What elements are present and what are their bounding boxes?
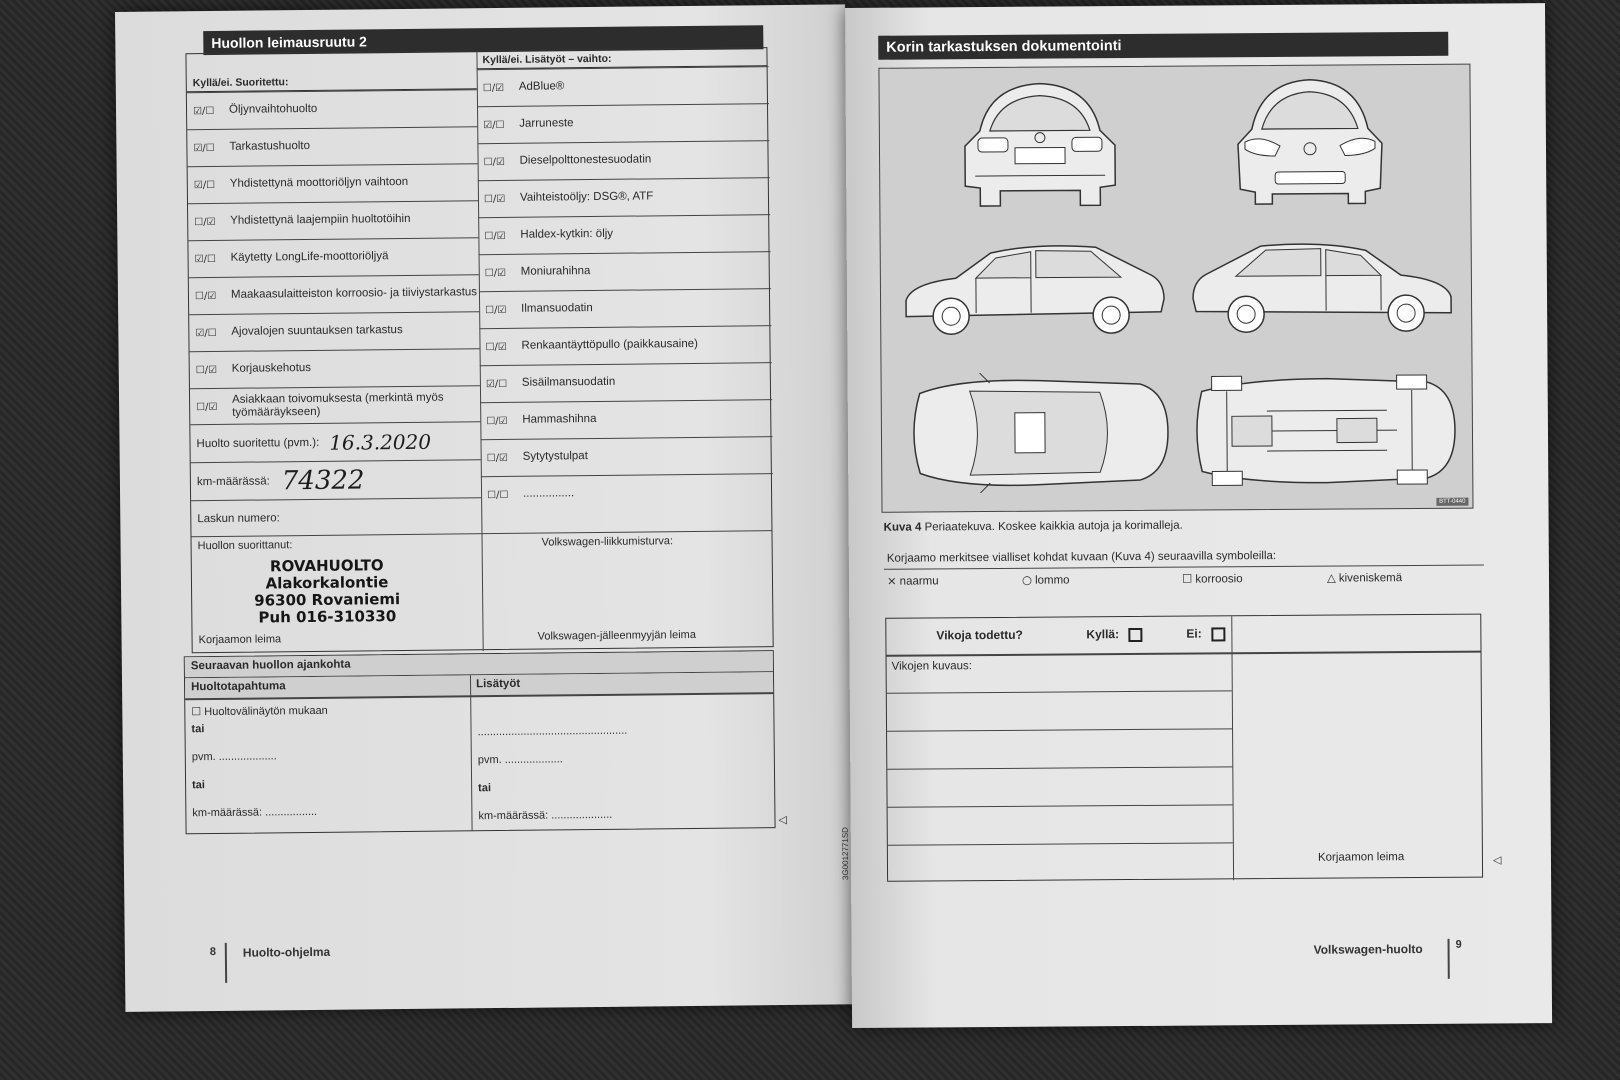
symbol-glyph: ☐ xyxy=(1181,571,1193,586)
symbol-glyph: ○ xyxy=(1021,572,1033,587)
checkbox-pair[interactable]: ☐/☑ xyxy=(485,341,507,353)
checkbox-pair[interactable]: ☐/☑ xyxy=(485,304,507,316)
checkbox-pair[interactable]: ☐/☑ xyxy=(486,415,508,427)
description-line[interactable] xyxy=(888,804,1233,807)
right-row-label: Haldex-kytkin: öljy xyxy=(520,228,614,242)
stamp-line: 96300 Rovaniemi xyxy=(254,590,401,610)
checkbox-pair[interactable]: ☐/☑ xyxy=(195,364,218,376)
left-row xyxy=(188,237,478,277)
service-stamp-table xyxy=(185,47,773,653)
footer-text-left: Huolto-ohjelma xyxy=(242,944,331,960)
left-row xyxy=(188,200,478,240)
instruction-text: Korjaamo merkitsee vialliset kohdat kuvaan (Kuva 4) seuraavilla symboleilla: xyxy=(886,550,1277,565)
car-right-side-view xyxy=(1186,235,1462,337)
right-row-label: Sytytystulpat xyxy=(522,450,588,464)
symbol-legend xyxy=(887,570,1487,592)
right-row xyxy=(478,177,770,217)
right-row xyxy=(480,362,772,402)
left-row-label: Öljynvaihtohuolto xyxy=(228,103,318,117)
row-line xyxy=(887,651,1481,657)
left-row xyxy=(188,163,478,203)
checkbox-pair[interactable]: ☐/☑ xyxy=(482,82,505,94)
continue-triangle: ◁ xyxy=(1492,854,1502,867)
left-row xyxy=(189,311,479,351)
figure-code: BTT-0440 xyxy=(1436,498,1468,506)
left-row-label: Käytetty LongLife-moottoriöljyä xyxy=(230,250,389,265)
left-row-label: Asiakkaan toivomuksesta (merkintä myös työmääräykseen) xyxy=(232,391,444,419)
stamp-line: Puh 016-310330 xyxy=(258,607,397,627)
left-row-label: Maakaasulaitteiston korroosio- ja tiiviystarkastus xyxy=(230,286,478,302)
left-row xyxy=(187,89,477,129)
or-label: tai xyxy=(191,723,205,736)
invoice-label: Laskun numero: xyxy=(197,511,280,525)
left-page xyxy=(115,4,855,1012)
checkbox-pair[interactable]: ☑/☐ xyxy=(194,253,216,265)
service-date-value: 16.3.2020 xyxy=(329,429,432,455)
no-checkbox[interactable] xyxy=(1211,627,1225,641)
left-row-label: Yhdistettynä laajempiin huoltotöihin xyxy=(230,213,411,228)
checkbox-pair[interactable]: ☐/☑ xyxy=(483,193,506,205)
left-row xyxy=(190,385,480,425)
right-row xyxy=(479,288,771,328)
dealer-stamp-label: Volkswagen-jälleenmyyjän leima xyxy=(537,628,696,643)
page-number-left: 8 xyxy=(209,945,217,959)
instruction-underline xyxy=(884,565,1484,570)
right-row-label: AdBlue® xyxy=(518,80,565,94)
description-line[interactable] xyxy=(887,766,1232,769)
checkbox-pair[interactable]: ☑/☐ xyxy=(483,119,505,131)
km-row xyxy=(191,459,481,500)
symbol-glyph: △ xyxy=(1326,570,1336,585)
right-column-header: Kyllä/ei. Lisätyöt – vaihto: xyxy=(476,48,766,69)
caption-text: Periaatekuva. Koskee kaikkia autoja ja korimalleja. xyxy=(924,519,1183,534)
checkbox-pair[interactable]: ☑/☐ xyxy=(193,179,216,191)
checkbox-pair[interactable]: ☐/☑ xyxy=(483,156,505,168)
or-label: tai xyxy=(192,779,206,792)
checkbox-pair[interactable]: ☐/☐ xyxy=(487,489,509,501)
col-divider xyxy=(470,675,473,831)
checkbox-pair[interactable]: ☐/☑ xyxy=(196,401,218,413)
car-rear-view xyxy=(949,75,1130,216)
right-row-label: ................ xyxy=(523,487,575,501)
car-underside-view xyxy=(1187,370,1463,492)
defects-table xyxy=(885,614,1483,882)
right-row xyxy=(477,66,769,106)
interval-option: ☐ Huoltovälinäytön mukaan xyxy=(191,704,328,719)
right-row-label: Renkaantäyttöpullo (paikkausaine) xyxy=(521,338,699,353)
no-label: Ei: xyxy=(1186,626,1202,641)
workshop-stamp-label: Korjaamon leima xyxy=(1317,851,1405,864)
left-row-label: Ajovalojen suuntauksen tarkastus xyxy=(231,324,403,339)
section-title: Korin tarkastuksen dokumentointi xyxy=(878,32,1448,60)
right-row-label: Jarruneste xyxy=(519,117,574,131)
symbol-item xyxy=(1327,570,1402,585)
workshop-stamp-label: Korjaamon leima xyxy=(198,633,282,647)
car-left-side-view xyxy=(896,237,1172,339)
checkbox-pair[interactable]: ☐/☑ xyxy=(484,230,506,242)
checkbox-pair[interactable]: ☐/☑ xyxy=(194,290,217,302)
workshop-stamp xyxy=(232,557,423,627)
continue-triangle: ◁ xyxy=(778,814,788,827)
right-row-label: Moniurahihna xyxy=(520,265,591,279)
symbol-label: lommo xyxy=(1035,574,1070,587)
side-code: 3G0012771SD xyxy=(840,827,851,881)
stamp-line: ROVAHUOLTO xyxy=(269,556,384,576)
footer-divider xyxy=(1448,939,1450,979)
symbol-item xyxy=(887,573,939,587)
right-page xyxy=(840,3,1552,1028)
right-row-label: Sisäilmansuodatin xyxy=(521,376,616,390)
km-right: km-määrässä: .................... xyxy=(478,808,613,823)
next-service-col1: Huoltotapahtuma xyxy=(185,675,470,698)
date-right: pvm. ................... xyxy=(477,753,563,767)
right-row xyxy=(477,103,769,143)
right-row xyxy=(480,436,772,476)
left-column-header: Kyllä/ei. Suoritettu: xyxy=(187,71,477,92)
right-row-label: Vaihteistoöljy: DSG®, ATF xyxy=(519,190,654,205)
next-service-title: Seuraavan huollon ajankohta xyxy=(185,651,773,677)
left-row-label: Korjauskehotus xyxy=(231,362,312,376)
right-row xyxy=(481,473,773,513)
checkbox-pair[interactable]: ☑/☐ xyxy=(192,105,215,117)
performer-label: Huollon suorittanut: xyxy=(197,539,293,553)
description-line[interactable] xyxy=(887,728,1232,731)
checkbox-pair[interactable]: ☐/☑ xyxy=(486,452,509,464)
service-date-label: Huolto suoritettu (pvm.): xyxy=(196,436,320,450)
checkbox-pair[interactable]: ☐/☑ xyxy=(484,267,507,279)
or-label: tai xyxy=(478,782,492,795)
checkbox-pair[interactable]: ☐/☑ xyxy=(194,216,216,228)
section-title: Huollon leimausruutu 2 xyxy=(203,25,763,55)
yes-checkbox[interactable] xyxy=(1128,628,1142,642)
left-row xyxy=(189,274,479,314)
checkbox-pair[interactable]: ☑/☐ xyxy=(195,327,217,339)
symbol-glyph: × xyxy=(886,573,897,588)
symbol-label: korroosio xyxy=(1195,573,1243,586)
left-row-label: Tarkastushuolto xyxy=(229,140,311,154)
date-left: pvm. ................... xyxy=(191,750,277,764)
stamp-line: Alakorkalontie xyxy=(265,573,389,593)
right-row-label: Ilmansuodatin xyxy=(521,302,593,316)
right-row xyxy=(480,399,772,439)
symbol-label: kiveniskemä xyxy=(1338,572,1403,585)
right-row xyxy=(477,140,769,180)
yes-label: Kyllä: xyxy=(1086,627,1120,642)
symbol-label: naarmu xyxy=(899,575,939,588)
footer-text-right: Volkswagen-huolto xyxy=(1313,941,1423,957)
symbol-item xyxy=(1022,572,1070,586)
km-label: km-määrässä: xyxy=(196,474,270,488)
description-line[interactable] xyxy=(888,842,1233,845)
invoice-row xyxy=(191,497,481,536)
checkbox-pair[interactable]: ☑/☐ xyxy=(485,378,508,390)
footer-divider xyxy=(225,943,227,983)
right-row xyxy=(478,214,770,254)
symbol-item xyxy=(1182,571,1243,585)
mobility-label: Volkswagen-liikkumisturva: xyxy=(541,535,674,549)
km-left: km-määrässä: ................. xyxy=(192,805,318,820)
dots-right: ................................................. xyxy=(477,724,628,739)
left-row xyxy=(190,348,480,388)
car-diagram-box xyxy=(878,64,1473,513)
col-divider xyxy=(1231,616,1234,880)
left-row xyxy=(187,126,477,166)
right-row xyxy=(479,325,771,365)
description-line[interactable] xyxy=(887,690,1232,693)
page-number-right: 9 xyxy=(1455,938,1462,951)
caption-label: Kuva 4 xyxy=(883,521,922,534)
next-service-col2: Lisätyöt xyxy=(470,672,773,695)
right-row-label: Dieselpolttonestesuodatin xyxy=(519,153,652,168)
right-row-label: Hammashihna xyxy=(522,413,597,427)
left-row-label: Yhdistettynä moottoriöljyn vaihtoon xyxy=(229,176,409,191)
car-top-view xyxy=(900,372,1176,494)
car-front-view xyxy=(1219,73,1400,214)
service-date-row xyxy=(190,421,480,462)
next-service-table xyxy=(184,650,776,834)
km-value: 74322 xyxy=(281,464,365,496)
checkbox-pair[interactable]: ☑/☐ xyxy=(193,142,215,154)
defects-label: Vikoja todettu? xyxy=(936,627,1023,643)
right-row xyxy=(479,251,771,291)
description-label: Vikojen kuvaus: xyxy=(891,660,972,673)
